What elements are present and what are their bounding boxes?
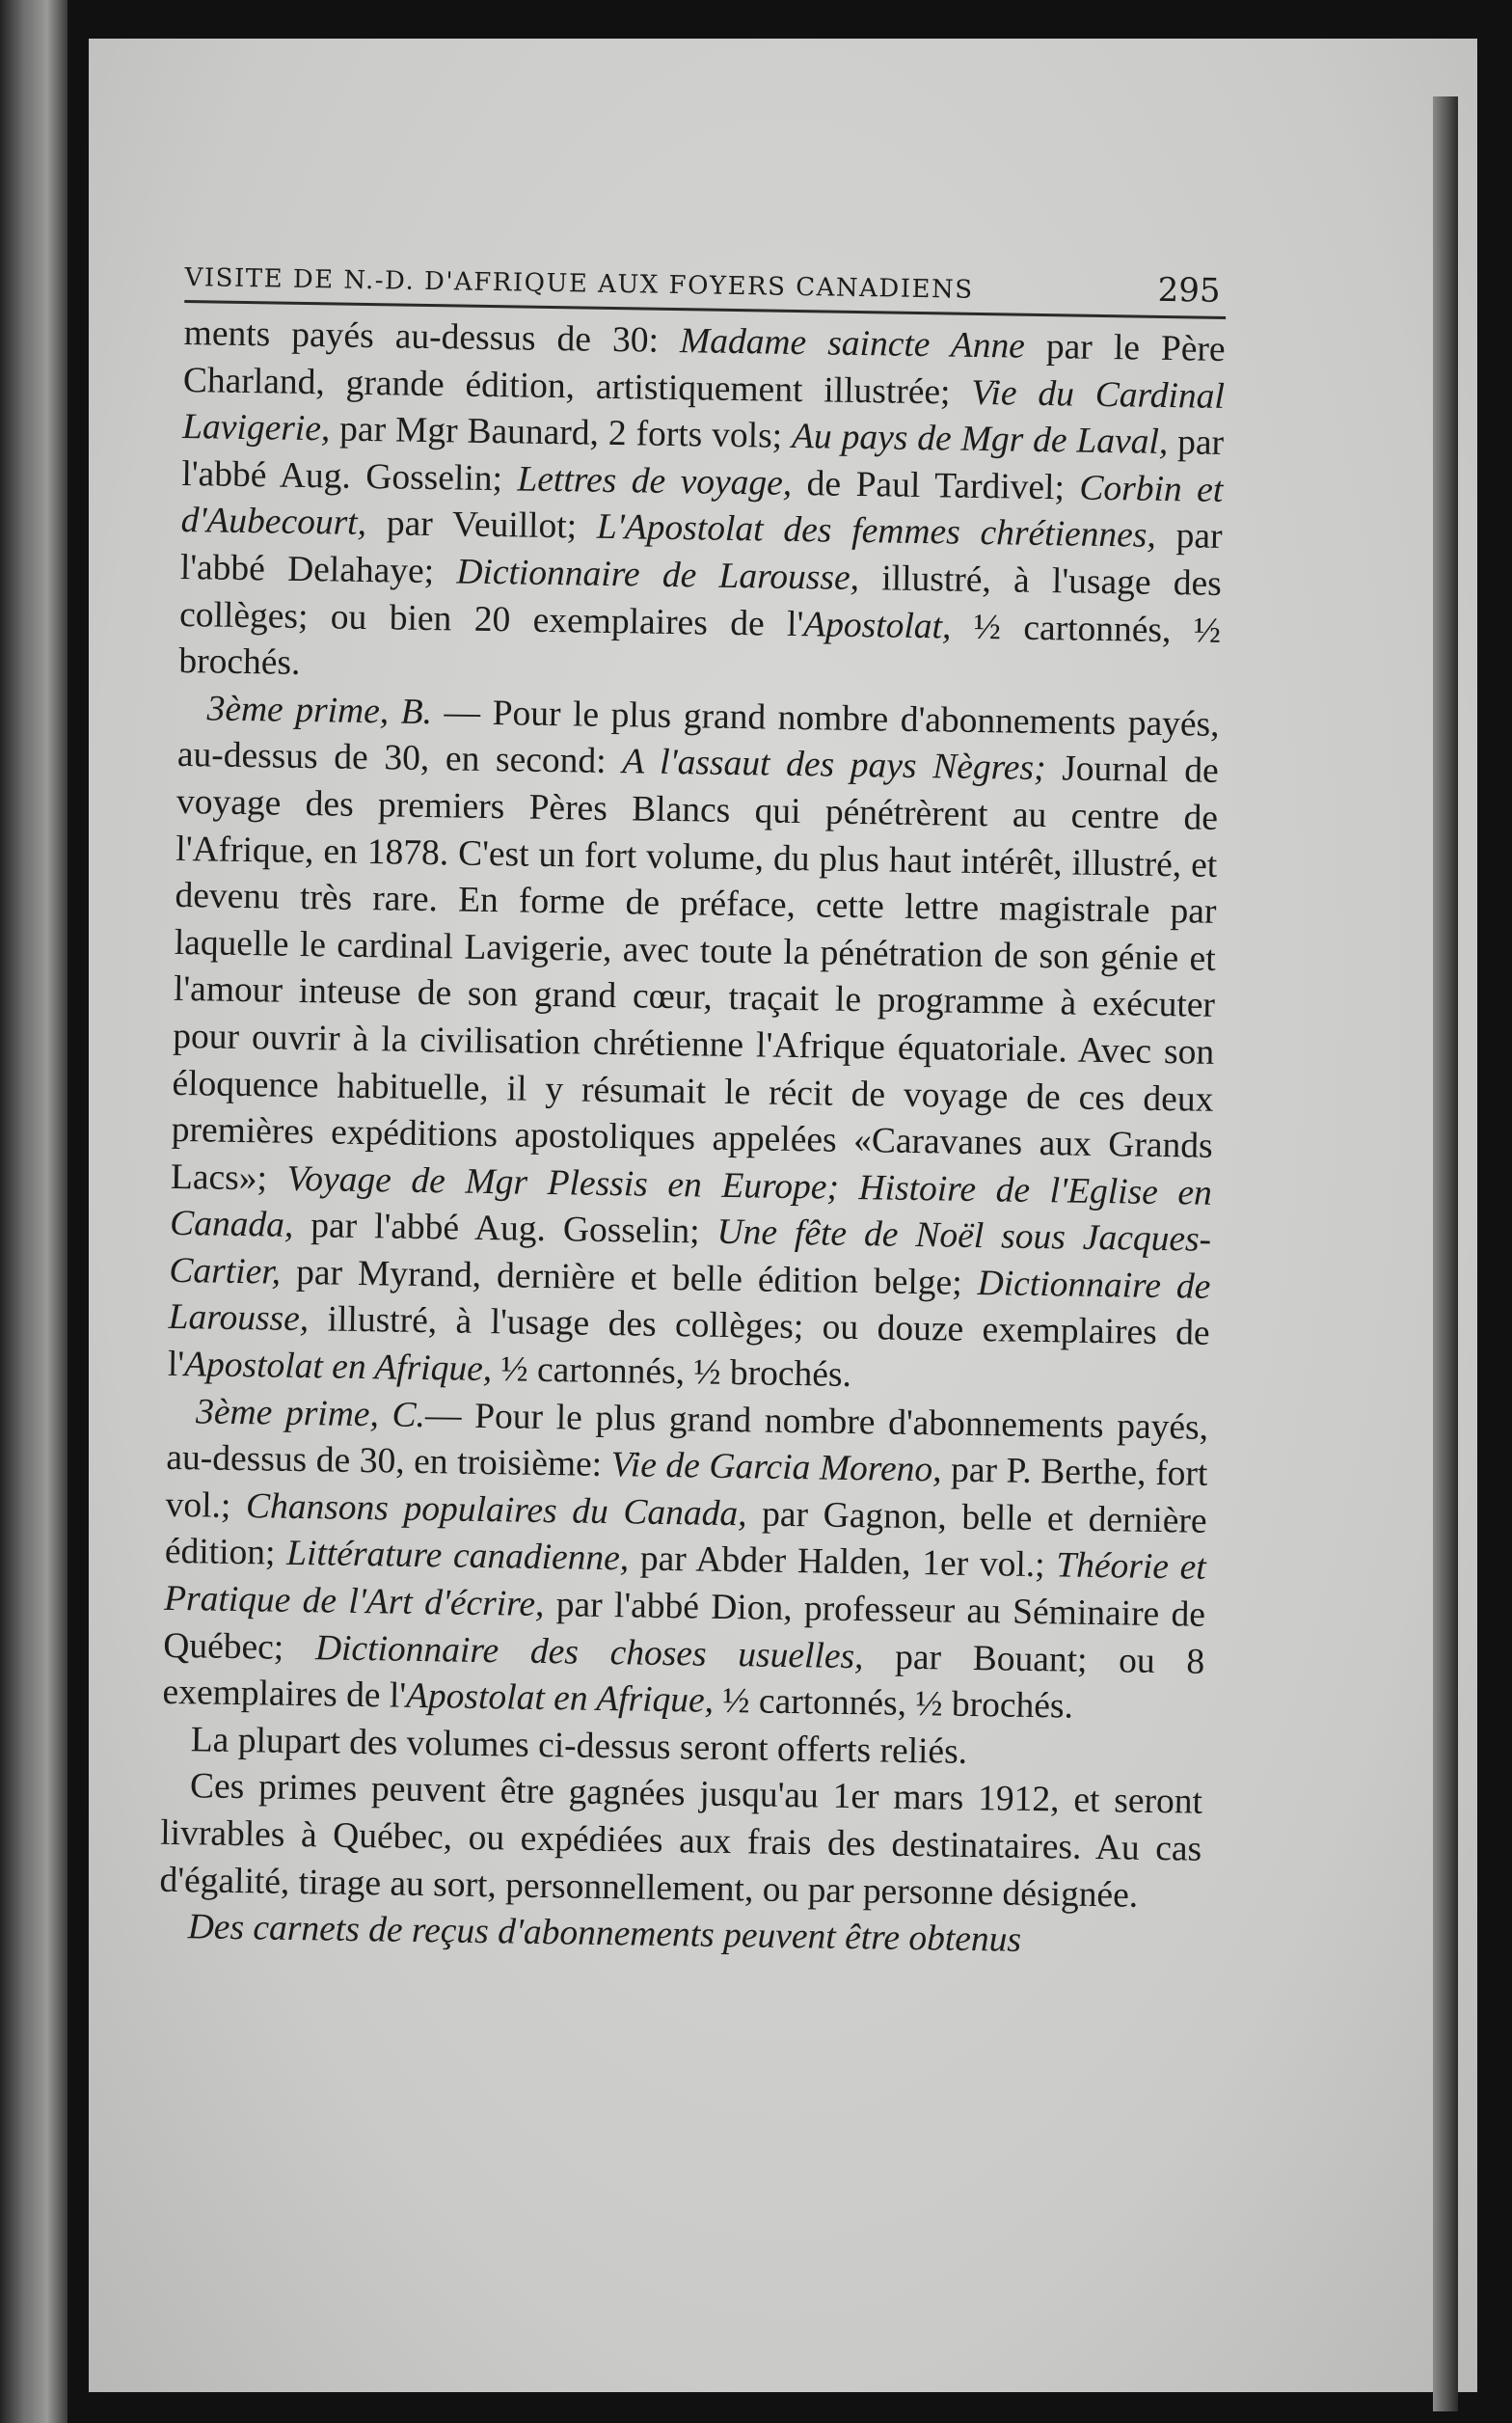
italic-title: Chansons populaires du Canada, [245,1485,747,1535]
text-run: par Mgr Baunard, 2 forts vols; [329,409,793,457]
italic-title: Dictionnaire de Larousse, [168,1263,1211,1340]
text-run: illustré, à l'usage des collèges; ou douze exemplaires de l' [167,1299,1210,1385]
page-number: 295 [1157,270,1221,311]
page-content [158,256,1226,1968]
page-edge-stack [1433,96,1458,2411]
text-run: de Paul Tardivel; [791,463,1080,508]
text-run: par P. Berthe, fort vol.; [165,1450,1208,1526]
italic-title: Madame saincte Anne [679,321,1026,367]
italic-title: Voyage de Mgr Plessis en Europe; Histoire de l'Eglise en Canada, [169,1158,1213,1246]
text-run: ½ cartonnés, ½ brochés. [491,1349,852,1396]
text-run: illustré, à l'usage des collèges; ou bien 20 exemplaires de l' [178,558,1223,644]
text-run: ½ cartonnés, ½ brochés. [178,607,1222,684]
italic-title: Corbin et d'Aubecourt, [180,468,1224,544]
text-run: par l'abbé Aug. Gosselin; [181,422,1225,500]
text-run: par Bouant; ou 8 exemplaires de l' [162,1636,1205,1716]
italic-title: Apostolat, [802,604,952,647]
italic-title: Dictionnaire de Larousse, [456,552,860,598]
running-title: VISITE DE N.-D. D'AFRIQUE AUX FOYERS CANADIENS [184,262,974,305]
text-run: par Myrand, dernière et belle édition belge; [280,1252,979,1303]
italic-title: Des carnets de reçus d'abonnements peuvent être obtenus [187,1907,1022,1961]
italic-title: Littérature canadienne, [285,1534,630,1579]
text-run: Ces primes peuvent être gagnées jusqu'au 1er mars 1912, et seront livrables à Québec, ou expédiées aux frais des destinataires. Au cas d'égalité, tirage au sort, personnellement, ou par personne désignée. [159,1766,1203,1916]
paragraph [168,686,1220,1405]
paragraph [159,1763,1202,1920]
italic-title: Lettres de voyage, [517,459,793,504]
italic-title: Au pays de Mgr de Laval, [791,417,1169,463]
italic-title: Dictionnaire des choses usuelles, [314,1627,864,1676]
text-run: par le Père Charland, grande édition, artistiquement illustrée; [182,326,1226,413]
text-run: par Abder Halden, 1er vol.; [628,1538,1057,1586]
text-run: — Pour le plus grand nombre d'abonnements payés, au-dessus de 30, en second: [176,692,1220,782]
italic-title: Apostolat en Afrique, [183,1345,493,1390]
italic-title: Vie du Cardinal Lavigerie, [181,372,1226,449]
left-page-edge [0,0,68,2423]
text-run: La plupart des volumes ci-dessus seront offerts reliés. [190,1720,968,1772]
text-run: par l'abbé Aug. Gosselin; [293,1206,717,1253]
text-run: — Pour le plus grand nombre d'abonnements payés, au-dessus de 30, en troisième: [166,1395,1209,1485]
italic-title: Une fête de Noël sous Jacques-Cartier, [169,1212,1212,1293]
text-run: par Gagnon, belle et dernière édition; [164,1494,1207,1574]
italic-title: Vie de Garcia Moreno, [610,1445,942,1490]
book-page [89,39,1477,2392]
text-run: ½ cartonnés, ½ brochés. [713,1681,1074,1727]
italic-title: Apostolat en Afrique, [405,1676,715,1722]
italic-title: L'Apostolat des femmes chrétiennes, [596,507,1157,557]
text-run: par l'abbé Delahaye; [179,516,1223,592]
italic-title: 3ème prime, B. [206,689,433,732]
text-run: Journal de voyage des premiers Pères Blancs qui pénétrèrent au centre de l'Afrique, en 1878. C'est un fort volume, du plus haut intérêt, illustré, et devenu très rare. En forme de préface, cette lettre magistrale par laquelle le cardinal Lavigerie, avec toute la pénétration de son génie et l'amour inteuse de son grand cœur, traçait le programme à exécuter pour ouvrir à la civilisation chrétienne l'Afrique équatoriale. Avec son éloquence habituelle, il y résumait le récit de voyage de ces deux premières expéditions apostoliques appelées «Caravanes aux Grands Lacs»; [170,749,1220,1199]
text-run: par Veuillot; [365,504,598,548]
italic-title: A l'assaut des pays Nègres; [621,742,1046,789]
text-run: ments payés au-dessus de 30: [183,313,681,362]
paragraph [162,1389,1208,1733]
paragraph [178,311,1226,702]
italic-title: 3ème prime, C. [195,1391,426,1435]
italic-title: Théorie et Pratique de l'Art d'écrire, [163,1545,1207,1625]
text-run: par l'abbé Dion, professeur au Séminaire de Québec; [163,1585,1206,1668]
running-head [184,256,1227,319]
body-text [158,311,1226,1968]
